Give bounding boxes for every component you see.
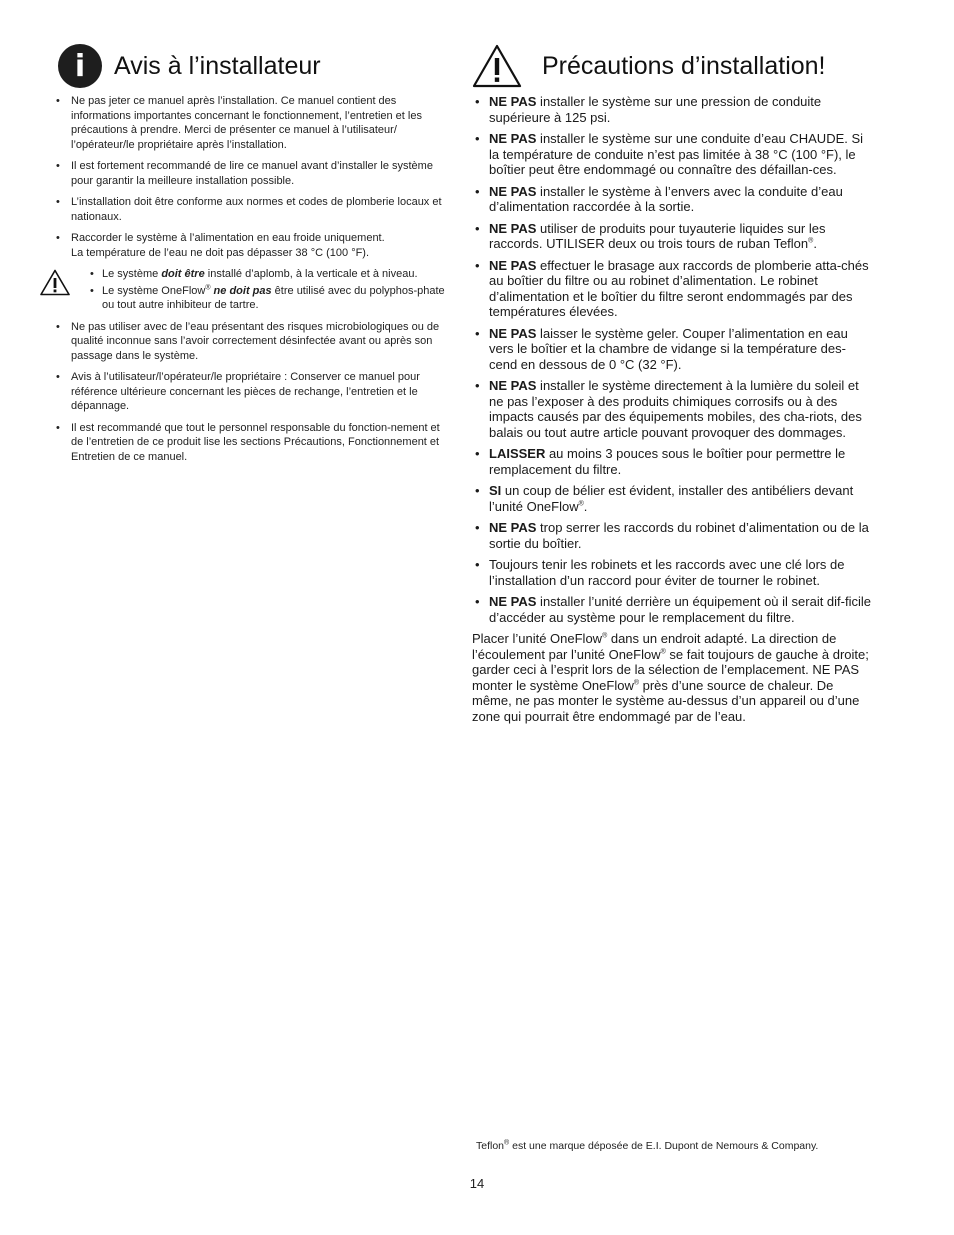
list-item: • Il est recommandé que tout le personnel responsable du fonction-nement et de l’entretien de ce produit lise les sections Précautions, Fonctionnement et Entretien de ce manuel. bbox=[54, 421, 450, 465]
warning-list bbox=[90, 267, 450, 313]
list-item: • NE PAS installer le système sur une conduite d’eau CHAUDE. Si la température de conduite n’est pas limitée à 38 °C (100 °F), le boîtier peut être endommagé ou connaître des défaillan-ces. bbox=[472, 131, 872, 178]
list-item: • NE PAS utiliser de produits pour tuyauterie liquides sur les raccords. UTILISER deux ou trois tours de ruban Teflon®. bbox=[472, 221, 872, 252]
warning-triangle-icon bbox=[472, 44, 522, 88]
list-item: • NE PAS effectuer le brasage aux raccords de plomberie atta-chés au boîtier du filtre ou au robinet d’alimentation. Le robinet d’alimentation et le boîtier du filtre seront endommagés par des températures élevées. bbox=[472, 258, 872, 320]
cold-water-list bbox=[54, 231, 450, 260]
installer-notice-title: Avis à l’installateur bbox=[114, 51, 321, 80]
list-item: • NE PAS installer le système à l’envers avec la conduite d’eau d’alimentation raccordée à la sortie. bbox=[472, 184, 872, 215]
installation-precautions-heading bbox=[472, 42, 872, 90]
list-item: • SI un coup de bélier est évident, installer des antibéliers devant l’unité OneFlow®. bbox=[472, 483, 872, 514]
precautions-list bbox=[472, 94, 872, 625]
list-item: • L’installation doit être conforme aux normes et codes de plomberie locaux et nationaux. bbox=[54, 195, 450, 224]
info-icon: i bbox=[58, 44, 102, 88]
list-item: • Raccorder le système à l’alimentation en eau froide uniquement. La température de l’eau ne doit pas dépasser 38 °C (100 °F). bbox=[54, 231, 450, 260]
list-item: • Il est fortement recommandé de lire ce manuel avant d’installer le système pour garantir la meilleure installation possible. bbox=[54, 159, 450, 188]
trademark-footnote: Teflon® est une marque déposée de E.I. Dupont de Nemours & Company. bbox=[476, 1139, 819, 1152]
page-number: 14 bbox=[469, 1176, 485, 1191]
warning-block bbox=[54, 267, 450, 313]
list-item: • Avis à l’utilisateur/l’opérateur/le propriétaire : Conserver ce manuel pour référence ultérieure concernant les pièces de rechange, l’entretien et le dépannage. bbox=[54, 370, 450, 414]
list-item: • Ne pas utiliser avec de l’eau présentant des risques microbiologiques ou de qualité inconnue sans l’avoir correctement désinfectée avant ou après son passage dans le système. bbox=[54, 320, 450, 364]
list-item: • Le système doit être installé d’aplomb, à la verticale et à niveau. bbox=[90, 267, 450, 282]
list-item: • NE PAS trop serrer les raccords du robinet d’alimentation ou de la sortie du boîtier. bbox=[472, 520, 872, 551]
installer-notice-list bbox=[54, 94, 450, 224]
list-item: • Le système OneFlow® ne doit pas être utilisé avec du polyphos-phate ou tout autre inhibiteur de tartre. bbox=[90, 284, 450, 313]
installation-precautions-section bbox=[472, 42, 872, 724]
installer-notice-heading bbox=[54, 42, 450, 90]
list-item: • NE PAS laisser le système geler. Couper l’alimentation en eau vers le boîtier et la chambre de vidange si la température des-cend en dessous de 0 °C (32 °F). bbox=[472, 326, 872, 373]
list-item: • NE PAS installer l’unité derrière un équipement où il serait dif-ficile d’accéder au système pour le remplacement du filtre. bbox=[472, 594, 872, 625]
list-item: • NE PAS installer le système sur une pression de conduite supérieure à 125 psi. bbox=[472, 94, 872, 125]
warning-triangle-icon bbox=[40, 269, 70, 296]
list-item: • LAISSER au moins 3 pouces sous le boîtier pour permettre le remplacement du filtre. bbox=[472, 446, 872, 477]
installation-precautions-title: Précautions d’installation! bbox=[542, 51, 826, 80]
list-item: • Toujours tenir les robinets et les raccords avec une clé lors de l’installation d’un raccord pour éviter de tourner le robinet. bbox=[472, 557, 872, 588]
placement-paragraph: Placer l’unité OneFlow® dans un endroit adapté. La direction de l’écoulement par l’unité OneFlow® se fait toujours de gauche à droite; garder ceci à l’esprit lors de la sélection de l’emplacement. NE PAS monter le système OneFlow® près d’une source de chaleur. De même, ne pas monter le système au-dessus d’un appareil ou d’une zone qui pourrait être endommagé par de l’eau. bbox=[472, 631, 869, 724]
list-item: • Ne pas jeter ce manuel après l’installation. Ce manuel contient des informations importantes concernant le fonctionnement, l’entretien et les précautions à prendre. Merci de présenter ce manuel à l’utilisateur/ l’opérateur/le propriétaire après l’installation. bbox=[54, 94, 450, 152]
installer-notice-section bbox=[54, 42, 450, 471]
installer-notice-list-continued bbox=[54, 320, 450, 465]
list-item: • NE PAS installer le système directement à la lumière du soleil et ne pas l’exposer à des produits chimiques corrosifs ou à des impacts causés par des équipements mobiles, des cha-riots, des balais ou tout autre article pouvant provoquer des dommages. bbox=[472, 378, 872, 440]
